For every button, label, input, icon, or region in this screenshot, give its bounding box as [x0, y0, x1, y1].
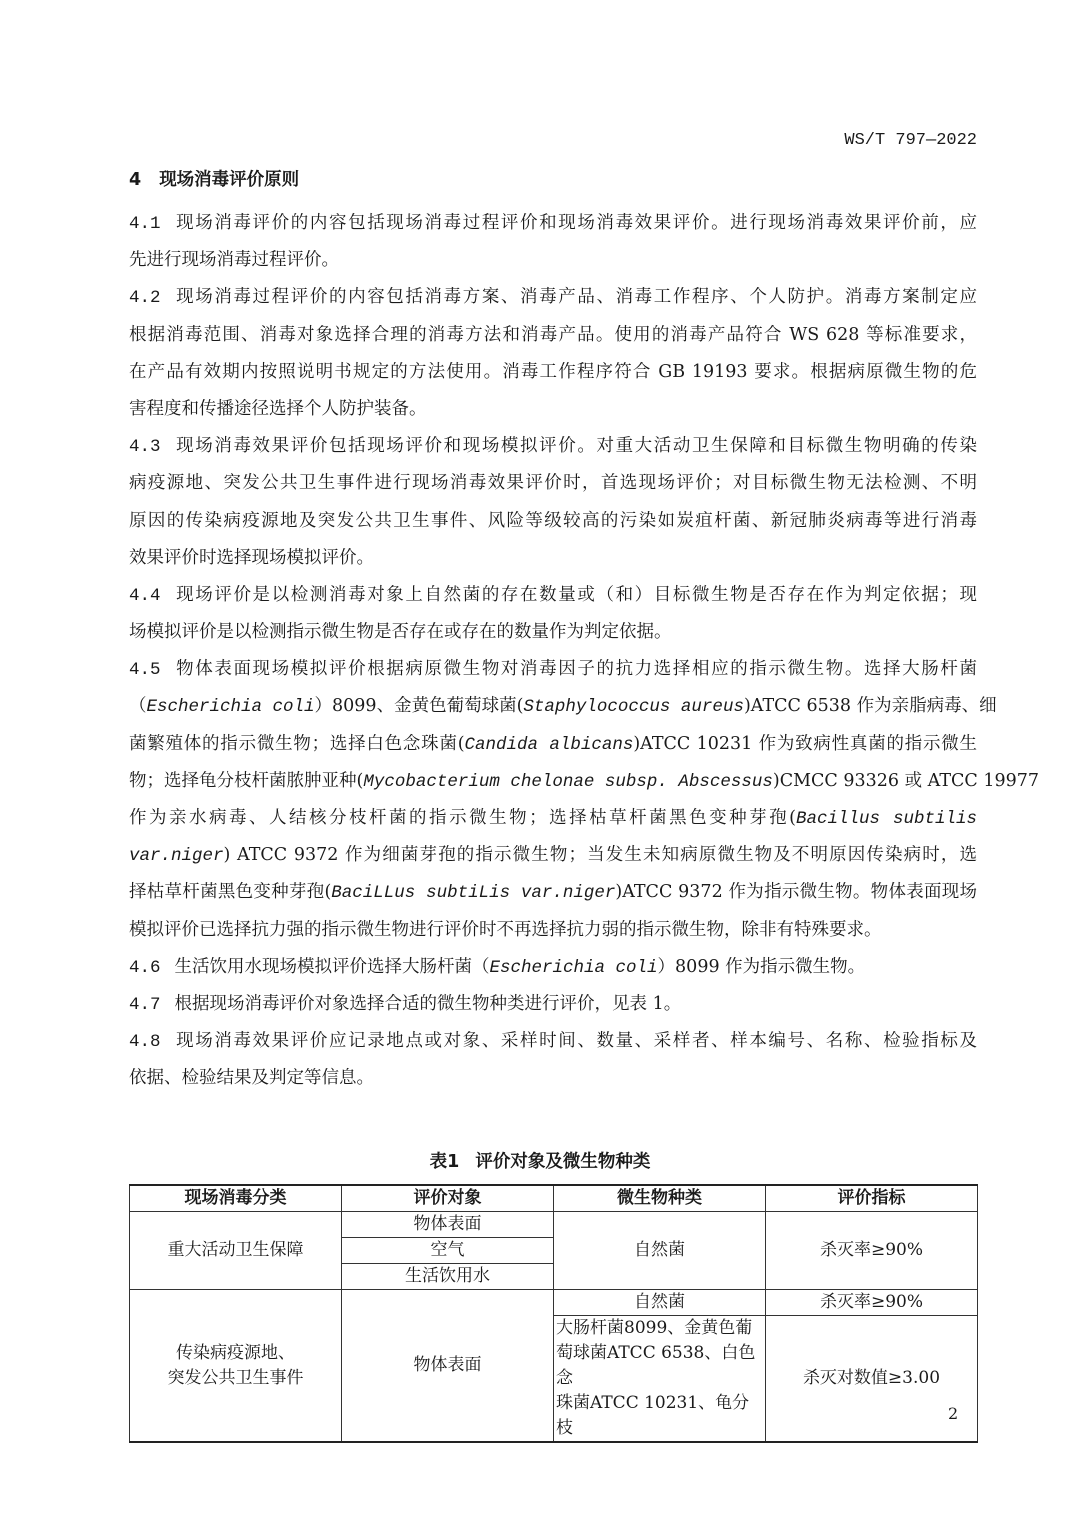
text-segment: 效果评价时选择现场模拟评价。: [129, 547, 374, 568]
text-segment: 病疫源地、突发公共卫生事件进行现场消毒效果评价时，首选现场评价；对目标微生物无法检测、不明: [129, 473, 977, 494]
text-segment: 物；选择龟分枝杆菌脓肿亚种(: [129, 770, 364, 791]
text-line: [129, 949, 977, 986]
scientific-name: Escherichia coli: [146, 697, 315, 718]
criterion-cell: 杀灭对数值≥3.00: [766, 1316, 978, 1443]
section-title: 现场消毒评价原则: [159, 170, 300, 190]
column-header: 现场消毒分类: [130, 1185, 342, 1212]
text-segment: 物体表面现场模拟评价根据病原微生物对消毒因子的抗力选择相应的指示微生物。选择大肠杆菌: [174, 659, 977, 680]
paragraph-number: 4.7: [129, 994, 161, 1015]
page-number: 2: [948, 1404, 959, 1423]
text-segment: ）8099 作为指示微生物。: [657, 956, 866, 977]
paragraph-number: 4.3: [129, 437, 161, 458]
paragraph-number: 4.8: [129, 1032, 161, 1053]
text-line: [129, 577, 977, 614]
text-line: [129, 837, 977, 874]
text-segment: （: [129, 696, 147, 717]
text-line: [129, 688, 997, 725]
evaluation-table: [129, 1184, 978, 1443]
text-line: [129, 1023, 977, 1060]
text-line: [129, 912, 977, 949]
scientific-name: Mycobacterium chelonae subsp. Abscessus: [363, 771, 773, 792]
object-cell: 生活饮用水: [342, 1264, 554, 1290]
scientific-name: var.niger: [129, 846, 224, 867]
category-line: 传染病疫源地、: [176, 1342, 295, 1363]
paragraph-4-8: [129, 1023, 977, 1097]
section-heading: [129, 166, 299, 191]
microbe-line: 珠菌ATCC 10231、龟分枝: [556, 1393, 750, 1438]
text-segment: 模拟评价已选择抗力强的指示微生物进行评价时不再选择抗力弱的指示微生物，除非有特殊要求。: [129, 919, 882, 940]
criterion-cell: 杀灭率≥90%: [766, 1212, 978, 1290]
paragraph-4-7: [129, 986, 977, 1023]
paragraph-4-5: [129, 651, 1040, 949]
category-cell: [130, 1290, 342, 1443]
text-segment: 在产品有效期内按照说明书规定的方法使用。消毒工作程序符合 GB 19193 要求。根据病原微生物的危: [129, 361, 977, 382]
text-line: [129, 651, 977, 688]
text-line: [129, 391, 977, 428]
text-segment: 现场消毒效果评价应记录地点或对象、采样时间、数量、采样者、样本编号、名称、检验指标及: [174, 1031, 977, 1052]
text-segment: )ATCC 10231 作为致病性真菌的指示微生: [633, 733, 978, 754]
scientific-name: BaciLLus subtiLis var.niger: [331, 883, 616, 904]
text-segment: 根据现场消毒评价对象选择合适的微生物种类进行评价，见表 1。: [174, 993, 682, 1014]
microbe-cell: [554, 1316, 766, 1443]
text-line: [129, 874, 977, 911]
paragraph-4-4: [129, 577, 977, 651]
text-line: [129, 800, 977, 837]
text-segment: 现场消毒效果评价包括现场评价和现场模拟评价。对重大活动卫生保障和目标微生物明确的传染: [174, 436, 977, 457]
table-row: [130, 1212, 978, 1238]
criterion-cell: 杀灭率≥90%: [766, 1290, 978, 1316]
text-segment: 依据、检验结果及判定等信息。: [129, 1068, 374, 1089]
microbe-cell: 自然菌: [554, 1290, 766, 1316]
table-caption-number: 表1: [429, 1152, 460, 1172]
column-header: 微生物种类: [554, 1185, 766, 1212]
text-line: [129, 354, 977, 391]
text-segment: ) ATCC 9372 作为细菌芽孢的指示微生物；当发生未知病原微生物及不明原因传染病时，选: [223, 845, 977, 866]
paragraph-4-6: [129, 949, 977, 986]
microbe-cell: 自然菌: [554, 1212, 766, 1290]
document-body: [129, 205, 1040, 1098]
scientific-name: Bacillus subtilis: [795, 809, 978, 829]
paragraph-4-2: [129, 279, 977, 428]
table-row: [130, 1290, 978, 1316]
scientific-name: Candida albicans: [464, 734, 634, 755]
text-line: [129, 428, 977, 465]
text-line: [129, 540, 977, 577]
category-line: 突发公共卫生事件: [167, 1367, 304, 1388]
text-segment: 场模拟评价是以检测指示微生物是否存在或存在的数量作为判定依据。: [129, 622, 672, 643]
paragraph-number: 4.5: [129, 660, 161, 681]
text-segment: )ATCC 6538 作为亲脂病毒、细: [743, 696, 997, 717]
scientific-name: Escherichia coli: [489, 957, 658, 978]
text-segment: )ATCC 9372 作为指示微生物。物体表面现场: [615, 882, 978, 903]
microbe-line: 大肠杆菌8099、金黄色葡: [556, 1318, 753, 1338]
text-segment: 现场消毒过程评价的内容包括消毒方案、消毒产品、消毒工作程序、个人防护。消毒方案制定应: [174, 287, 977, 308]
text-line: [129, 726, 977, 763]
paragraph-number: 4.1: [129, 214, 161, 234]
scientific-name: Staphylococcus aureus: [523, 697, 744, 718]
object-cell: 物体表面: [342, 1290, 554, 1443]
section-number: 4: [129, 170, 142, 190]
table-caption-title: 评价对象及微生物种类: [475, 1152, 651, 1172]
column-header: 评价指标: [766, 1185, 978, 1212]
text-line: [129, 205, 977, 242]
text-line: [129, 317, 977, 354]
text-line: [129, 763, 1040, 800]
text-line: [129, 279, 977, 316]
paragraph-number: 4.6: [129, 957, 161, 978]
text-line: [129, 1060, 977, 1097]
text-segment: 作为亲水病毒、人结核分枝杆菌的指示微生物；选择枯草杆菌黑色变种芽孢(: [129, 808, 796, 828]
text-line: [129, 242, 977, 279]
text-segment: 生活饮用水现场模拟评价选择大肠杆菌（: [174, 956, 490, 977]
text-line: [129, 986, 977, 1023]
text-line: [129, 503, 977, 540]
text-segment: 先进行现场消毒过程评价。: [129, 250, 339, 271]
text-segment: 菌繁殖体的指示微生物；选择白色念珠菌(: [129, 733, 465, 754]
document-code: WS/T 797—2022: [844, 131, 977, 150]
category-cell: 重大活动卫生保障: [130, 1212, 342, 1290]
object-cell: 物体表面: [342, 1212, 554, 1238]
text-segment: )CMCC 93326 或 ATCC 19977: [772, 770, 1040, 791]
text-segment: 现场评价是以检测消毒对象上自然菌的存在数量或（和）目标微生物是否存在作为判定依据；现: [174, 584, 977, 605]
paragraph-number: 4.4: [129, 585, 161, 606]
text-line: [129, 614, 977, 651]
text-segment: 害程度和传播途径选择个人防护装备。: [129, 398, 427, 419]
text-line: [129, 465, 977, 502]
table-header-row: [130, 1185, 978, 1212]
column-header: 评价对象: [342, 1185, 554, 1212]
paragraph-4-1: [129, 205, 977, 279]
text-segment: 根据消毒范围、消毒对象选择合理的消毒方法和消毒产品。使用的消毒产品符合 WS 628 等标准要求，: [129, 324, 977, 345]
microbe-line: 萄球菌ATCC 6538、白色念: [556, 1343, 756, 1388]
table-caption: [0, 1148, 1080, 1173]
paragraph-number: 4.2: [129, 288, 161, 309]
text-segment: 原因的传染病疫源地及突发公共卫生事件、风险等级较高的污染如炭疽杆菌、新冠肺炎病毒等进行消毒: [129, 510, 977, 531]
paragraph-4-3: [129, 428, 977, 577]
object-cell: 空气: [342, 1238, 554, 1264]
text-segment: ）8099、金黄色葡萄球菌(: [314, 696, 524, 717]
text-segment: 择枯草杆菌黑色变种芽孢(: [129, 882, 332, 903]
text-segment: 现场消毒评价的内容包括现场消毒过程评价和现场消毒效果评价。进行现场消毒效果评价前，应: [174, 213, 977, 233]
